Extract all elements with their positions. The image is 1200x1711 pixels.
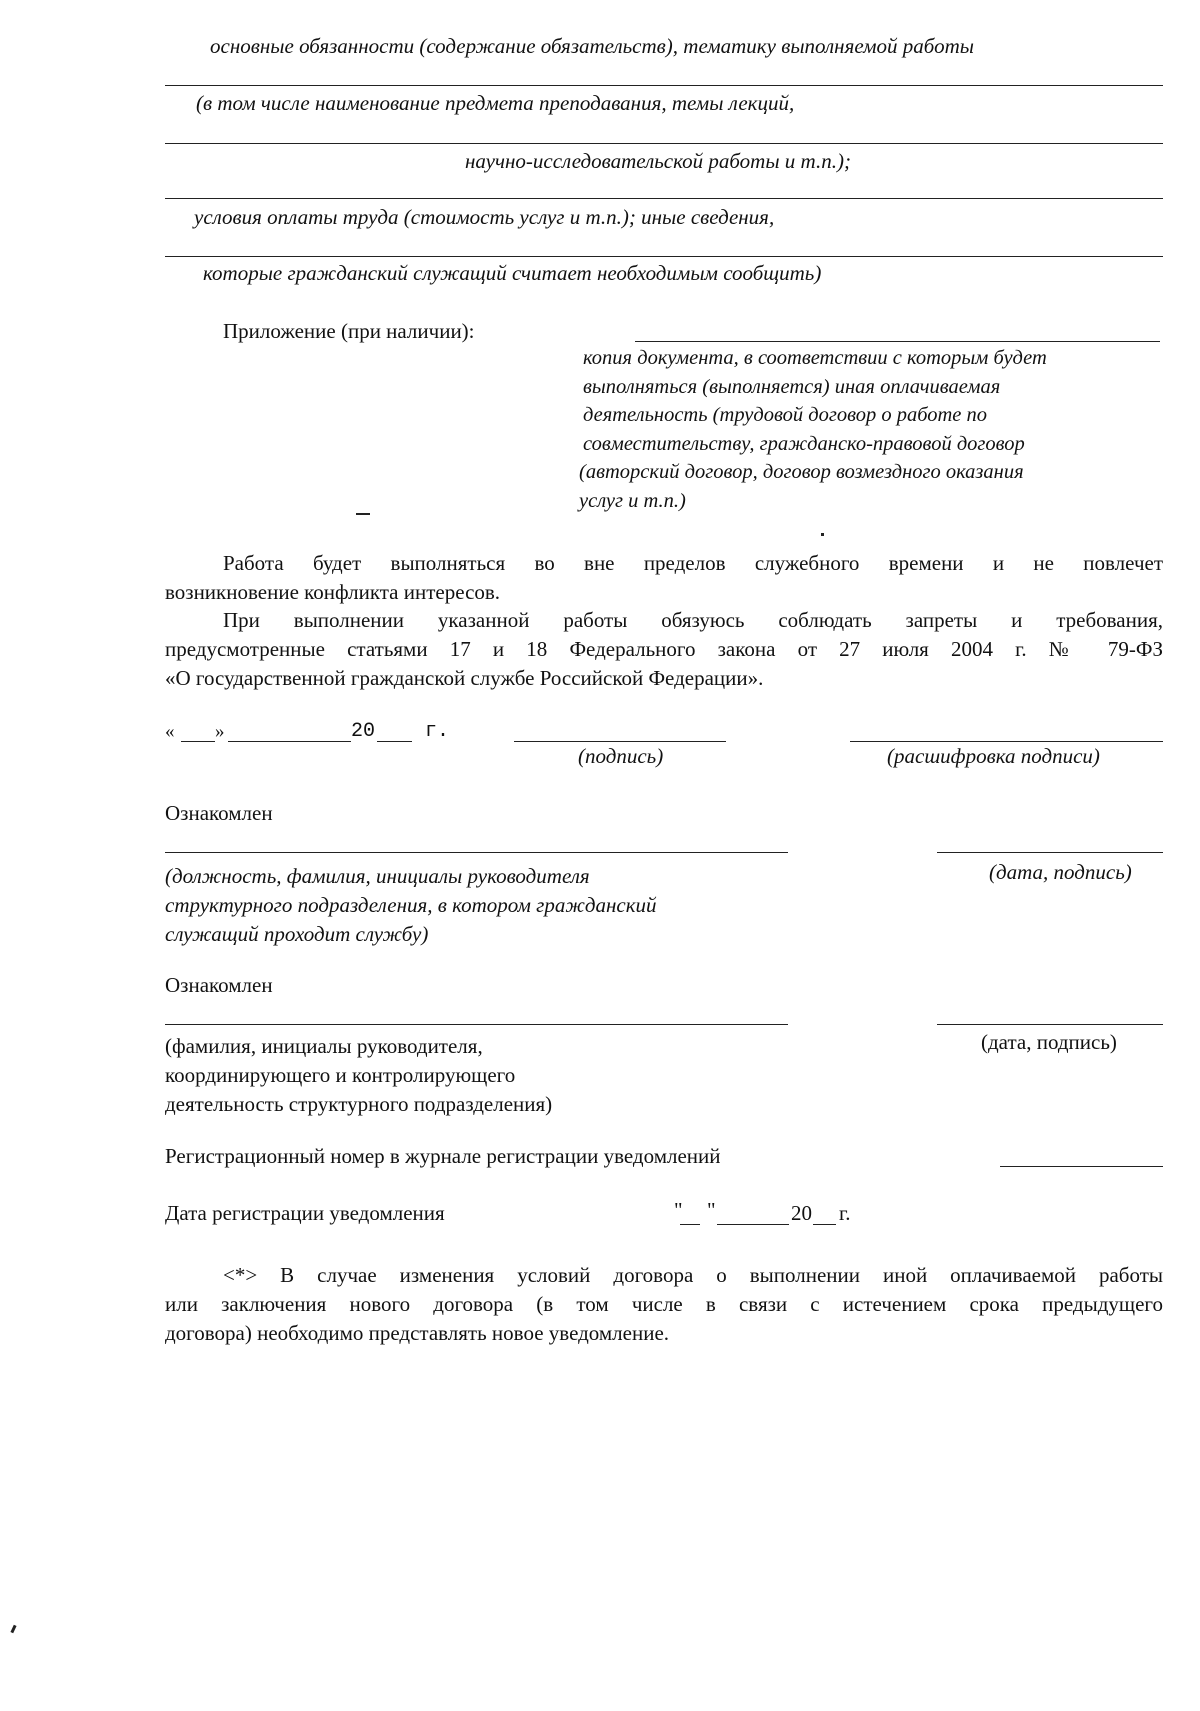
registration-date-label: Дата регистрации уведомления xyxy=(165,1201,445,1225)
reg-date-quote-open: " xyxy=(674,1198,683,1222)
day-blank[interactable] xyxy=(181,741,215,742)
appendix-caption-line: копия документа, в соответствии с которым будет xyxy=(583,347,1047,369)
reg-year-blank[interactable] xyxy=(813,1224,836,1225)
ack2-caption-line: (фамилия, инициалы руководителя, xyxy=(165,1034,483,1058)
reg-year-prefix: 20 xyxy=(791,1201,812,1225)
footnote-line: договора) необходимо представлять новое уведомление. xyxy=(165,1321,670,1345)
appendix-label: Приложение (при наличии): xyxy=(223,319,475,343)
ack1-caption-line: служащий проходит службу) xyxy=(165,922,429,946)
reg-day-blank[interactable] xyxy=(680,1224,700,1225)
statement-line: Работа будет выполняться во вне пределов служебного времени и не повлечет xyxy=(223,551,1163,575)
scan-speck xyxy=(10,1625,16,1634)
signature-blank[interactable] xyxy=(514,741,726,742)
ack1-date-caption: (дата, подпись) xyxy=(989,860,1132,884)
date-quote-open: « xyxy=(165,721,175,742)
statement-paragraph-1 xyxy=(165,549,1163,607)
blank-line xyxy=(165,85,1163,86)
registration-number-label: Регистрационный номер в журнале регистрации уведомлений xyxy=(165,1144,721,1168)
ack2-name-blank[interactable] xyxy=(165,1024,788,1025)
reg-date-quote-close: " xyxy=(707,1198,716,1222)
ack1-date-blank[interactable] xyxy=(937,852,1163,853)
ack2-date-caption: (дата, подпись) xyxy=(981,1030,1117,1054)
month-blank[interactable] xyxy=(228,741,351,742)
appendix-caption-line: совместительству, гражданско-правовой договор xyxy=(583,432,1025,455)
blank-line xyxy=(165,198,1163,199)
date-quote-close: » xyxy=(215,721,225,742)
ack1-name-blank[interactable] xyxy=(165,852,788,853)
statement-line: «О государственной гражданской службе Российской Федерации». xyxy=(165,666,764,690)
ack1-caption-line: (должность, фамилия, инициалы руководителя xyxy=(165,864,590,888)
year-prefix: 20 xyxy=(351,720,376,743)
footnote-line: <*> В случае изменения условий договора о выполнении иной оплачиваемой работы xyxy=(223,1263,1163,1287)
appendix-caption-line: (авторский договор, договор возмездного оказания xyxy=(579,461,1024,484)
footnote-line: или заключения нового договора (в том числе в связи с истечением срока предыдущего xyxy=(165,1292,1163,1316)
blank-line xyxy=(165,256,1163,257)
reg-month-blank[interactable] xyxy=(717,1224,789,1225)
signature-decode-blank[interactable] xyxy=(850,741,1163,742)
scan-speck xyxy=(356,513,370,515)
scan-speck xyxy=(821,533,824,536)
ack2-caption-line: координирующего и контролирующего xyxy=(165,1063,516,1087)
appendix-caption-line: деятельность (трудовой договор о работе по xyxy=(583,404,988,427)
footnote xyxy=(165,1261,1163,1348)
duties-line-5: которые гражданский служащий считает необходимым сообщить) xyxy=(203,261,822,285)
ack2-label: Ознакомлен xyxy=(165,973,273,997)
statement-paragraph-2 xyxy=(165,606,1163,693)
appendix-caption-line: услуг и т.п.) xyxy=(579,489,686,512)
duties-line-3: научно-исследовательской работы и т.п.); xyxy=(465,149,851,173)
year-suffix: г. xyxy=(425,720,450,743)
year-blank[interactable] xyxy=(377,741,412,742)
appendix-caption-line: выполняться (выполняется) иная оплачиваемая xyxy=(583,375,1001,398)
appendix-blank-line xyxy=(635,341,1160,342)
ack2-caption-line: деятельность структурного подразделения) xyxy=(165,1092,553,1116)
statement-line: предусмотренные статьями 17 и 18 Федерального закона от 27 июля 2004 г. № 79-ФЗ xyxy=(165,637,1163,661)
ack1-caption-line: структурного подразделения, в котором гражданский xyxy=(165,893,657,917)
duties-line-2: (в том числе наименование предмета преподавания, темы лекций, xyxy=(196,91,795,115)
blank-line xyxy=(165,143,1163,144)
reg-year-suffix: г. xyxy=(839,1201,851,1225)
duties-line-1: основные обязанности (содержание обязательств), тематику выполняемой работы xyxy=(210,34,974,58)
registration-number-blank[interactable] xyxy=(1000,1166,1163,1167)
ack1-label: Ознакомлен xyxy=(165,801,273,825)
duties-line-4: условия оплаты труда (стоимость услуг и т.п.); иные сведения, xyxy=(194,205,775,229)
signature-decode-caption: (расшифровка подписи) xyxy=(887,744,1100,768)
signature-caption: (подпись) xyxy=(578,744,664,768)
appendix-caption xyxy=(579,344,1047,516)
statement-line: При выполнении указанной работы обязуюсь соблюдать запреты и требования, xyxy=(223,608,1163,632)
statement-line: возникновение конфликта интересов. xyxy=(165,580,501,604)
ack2-date-blank[interactable] xyxy=(937,1024,1163,1025)
